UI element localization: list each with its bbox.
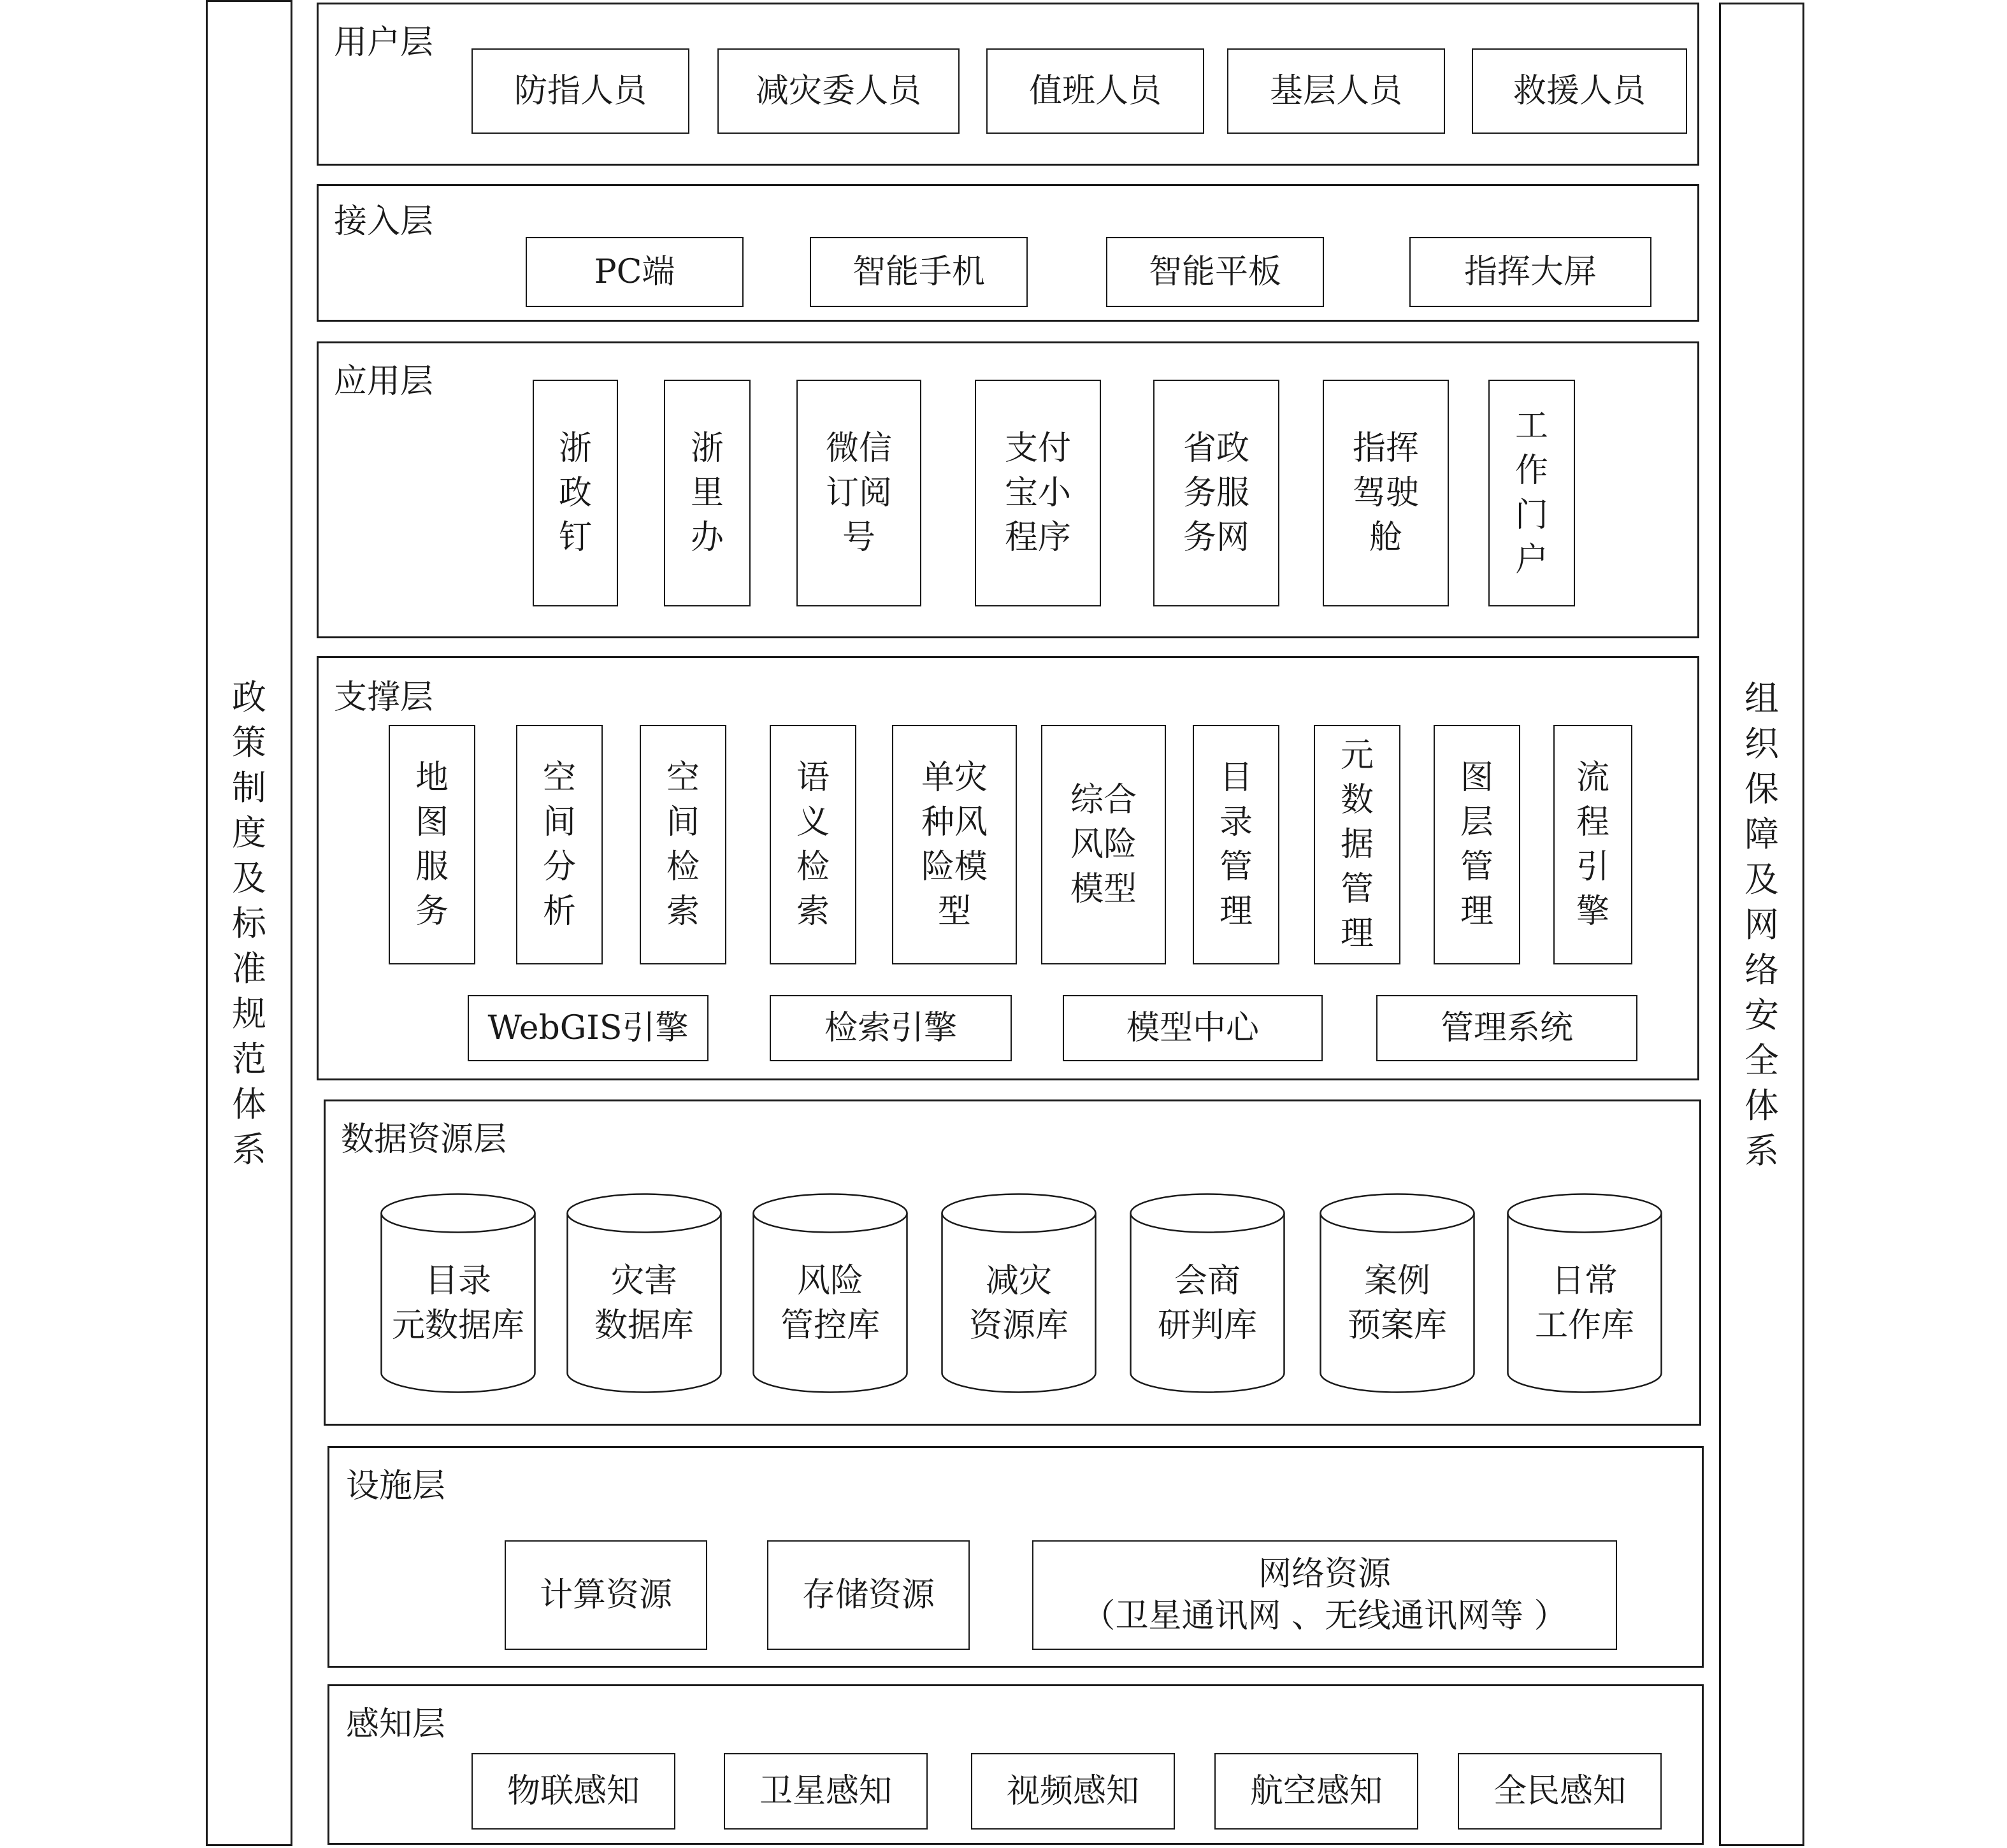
db-disaster-data xyxy=(566,1193,723,1394)
engine-webgis: WebGIS引擎 xyxy=(468,995,709,1061)
data-resource-layer-title: 数据资源层 xyxy=(341,1121,507,1159)
support-spatial-retrieval-label: 空间检索 xyxy=(666,759,700,931)
engine-management-system: 管理系统 xyxy=(1376,995,1637,1061)
user-layer-title: 用户层 xyxy=(334,24,434,62)
app-command-cockpit xyxy=(1323,380,1449,606)
perception-satellite: 卫星感知 xyxy=(724,1753,928,1830)
perception-iot: 物联感知 xyxy=(471,1753,675,1830)
facility-layer-title: 设施层 xyxy=(346,1467,446,1505)
user-grassroots-staff: 基层人员 xyxy=(1227,48,1445,134)
facility-network-detail: （卫星通讯网 、无线通讯网等 ） xyxy=(1082,1597,1567,1635)
app-zheliban-label: 浙里办 xyxy=(690,429,724,557)
security-organization-label: 组织保障及网络安全体系 xyxy=(1744,678,1779,1171)
database-label-line1: 会商 xyxy=(1174,1262,1241,1300)
database-label-line2: 预案库 xyxy=(1347,1307,1447,1345)
security-organization-pillar xyxy=(1719,3,1804,1846)
engine-model-center: 模型中心 xyxy=(1063,995,1323,1061)
app-gov-service-network-label: 省政务服务网 xyxy=(1183,429,1249,557)
app-alipay-miniprogram xyxy=(975,380,1101,606)
support-metadata-management-label: 元数据管理 xyxy=(1340,736,1374,953)
access-smartphone: 智能手机 xyxy=(810,237,1028,307)
facility-compute: 计算资源 xyxy=(505,1540,707,1650)
facility-network-title: 网络资源 xyxy=(1258,1555,1391,1593)
app-work-portal-label: 工作门户 xyxy=(1514,407,1548,579)
user-rescue-staff: 救援人员 xyxy=(1472,48,1687,134)
db-daily-work xyxy=(1506,1193,1663,1394)
support-layer-management xyxy=(1434,725,1520,964)
access-tablet: 智能平板 xyxy=(1106,237,1324,307)
facility-network xyxy=(1032,1540,1617,1650)
support-single-hazard-model-label: 单灾种风险模型 xyxy=(921,759,988,931)
support-workflow-engine-label: 流程引擎 xyxy=(1576,759,1609,931)
database-label-line2: 管控库 xyxy=(780,1307,880,1345)
user-duty-staff: 值班人员 xyxy=(986,48,1204,134)
database-label-line1: 案例 xyxy=(1363,1262,1430,1300)
database-label-line2: 元数据库 xyxy=(391,1307,524,1345)
perception-citizen: 全民感知 xyxy=(1458,1753,1662,1830)
db-consultation-analysis xyxy=(1129,1193,1286,1394)
user-flood-command-staff: 防指人员 xyxy=(471,48,689,134)
database-label-line2: 资源库 xyxy=(968,1307,1068,1345)
database-label-line1: 灾害 xyxy=(610,1262,677,1300)
support-comprehensive-risk-model-label: 综合风险模型 xyxy=(1070,781,1137,908)
policy-standards-pillar xyxy=(206,0,292,1846)
app-zhezhengding-label: 浙政钉 xyxy=(558,429,592,557)
db-disaster-reduction-resources xyxy=(940,1193,1097,1394)
app-work-portal xyxy=(1488,380,1575,606)
app-wechat-subscription xyxy=(796,380,921,606)
database-label-line2: 研判库 xyxy=(1157,1307,1257,1345)
support-comprehensive-risk-model xyxy=(1041,725,1166,964)
support-spatial-retrieval xyxy=(640,725,726,964)
support-catalog-management xyxy=(1193,725,1279,964)
support-semantic-retrieval-label: 语义检索 xyxy=(796,759,830,931)
database-label-line1: 目录 xyxy=(424,1262,491,1300)
app-zheliban xyxy=(664,380,751,606)
database-label-line2: 工作库 xyxy=(1534,1307,1634,1345)
access-layer-title: 接入层 xyxy=(334,203,434,241)
support-metadata-management xyxy=(1314,725,1400,964)
support-spatial-analysis xyxy=(516,725,603,964)
access-pc: PC端 xyxy=(526,237,744,307)
support-semantic-retrieval xyxy=(770,725,856,964)
support-layer-title: 支撑层 xyxy=(334,678,434,717)
db-case-plans xyxy=(1319,1193,1476,1394)
database-label-line1: 日常 xyxy=(1551,1262,1618,1300)
database-label-line1: 减灾 xyxy=(985,1262,1052,1300)
policy-standards-label: 政策制度及标准规范体系 xyxy=(232,677,266,1170)
support-workflow-engine xyxy=(1553,725,1632,964)
support-catalog-management-label: 目录管理 xyxy=(1219,759,1253,931)
perception-layer-title: 感知层 xyxy=(346,1705,446,1744)
app-alipay-miniprogram-label: 支付宝小程序 xyxy=(1004,429,1071,557)
support-spatial-analysis-label: 空间分析 xyxy=(542,759,576,931)
access-command-screen: 指挥大屏 xyxy=(1409,237,1651,307)
database-label-line1: 风险 xyxy=(796,1262,863,1300)
support-map-service xyxy=(389,725,475,964)
support-single-hazard-model xyxy=(892,725,1017,964)
perception-video: 视频感知 xyxy=(971,1753,1175,1830)
support-layer-management-label: 图层管理 xyxy=(1460,759,1493,931)
engine-retrieval: 检索引擎 xyxy=(770,995,1012,1061)
perception-aerial: 航空感知 xyxy=(1214,1753,1418,1830)
app-command-cockpit-label: 指挥驾驶舱 xyxy=(1352,429,1419,557)
facility-storage: 存储资源 xyxy=(767,1540,970,1650)
db-risk-control xyxy=(752,1193,909,1394)
app-zhezhengding xyxy=(533,380,618,606)
app-wechat-subscription-label: 微信订阅号 xyxy=(825,429,892,557)
database-label-line2: 数据库 xyxy=(594,1307,694,1345)
user-disaster-committee-staff: 减灾委人员 xyxy=(717,48,960,134)
support-map-service-label: 地图服务 xyxy=(415,759,449,931)
db-catalog-metadata xyxy=(380,1193,536,1394)
application-layer-title: 应用层 xyxy=(334,362,434,401)
app-gov-service-network xyxy=(1153,380,1279,606)
